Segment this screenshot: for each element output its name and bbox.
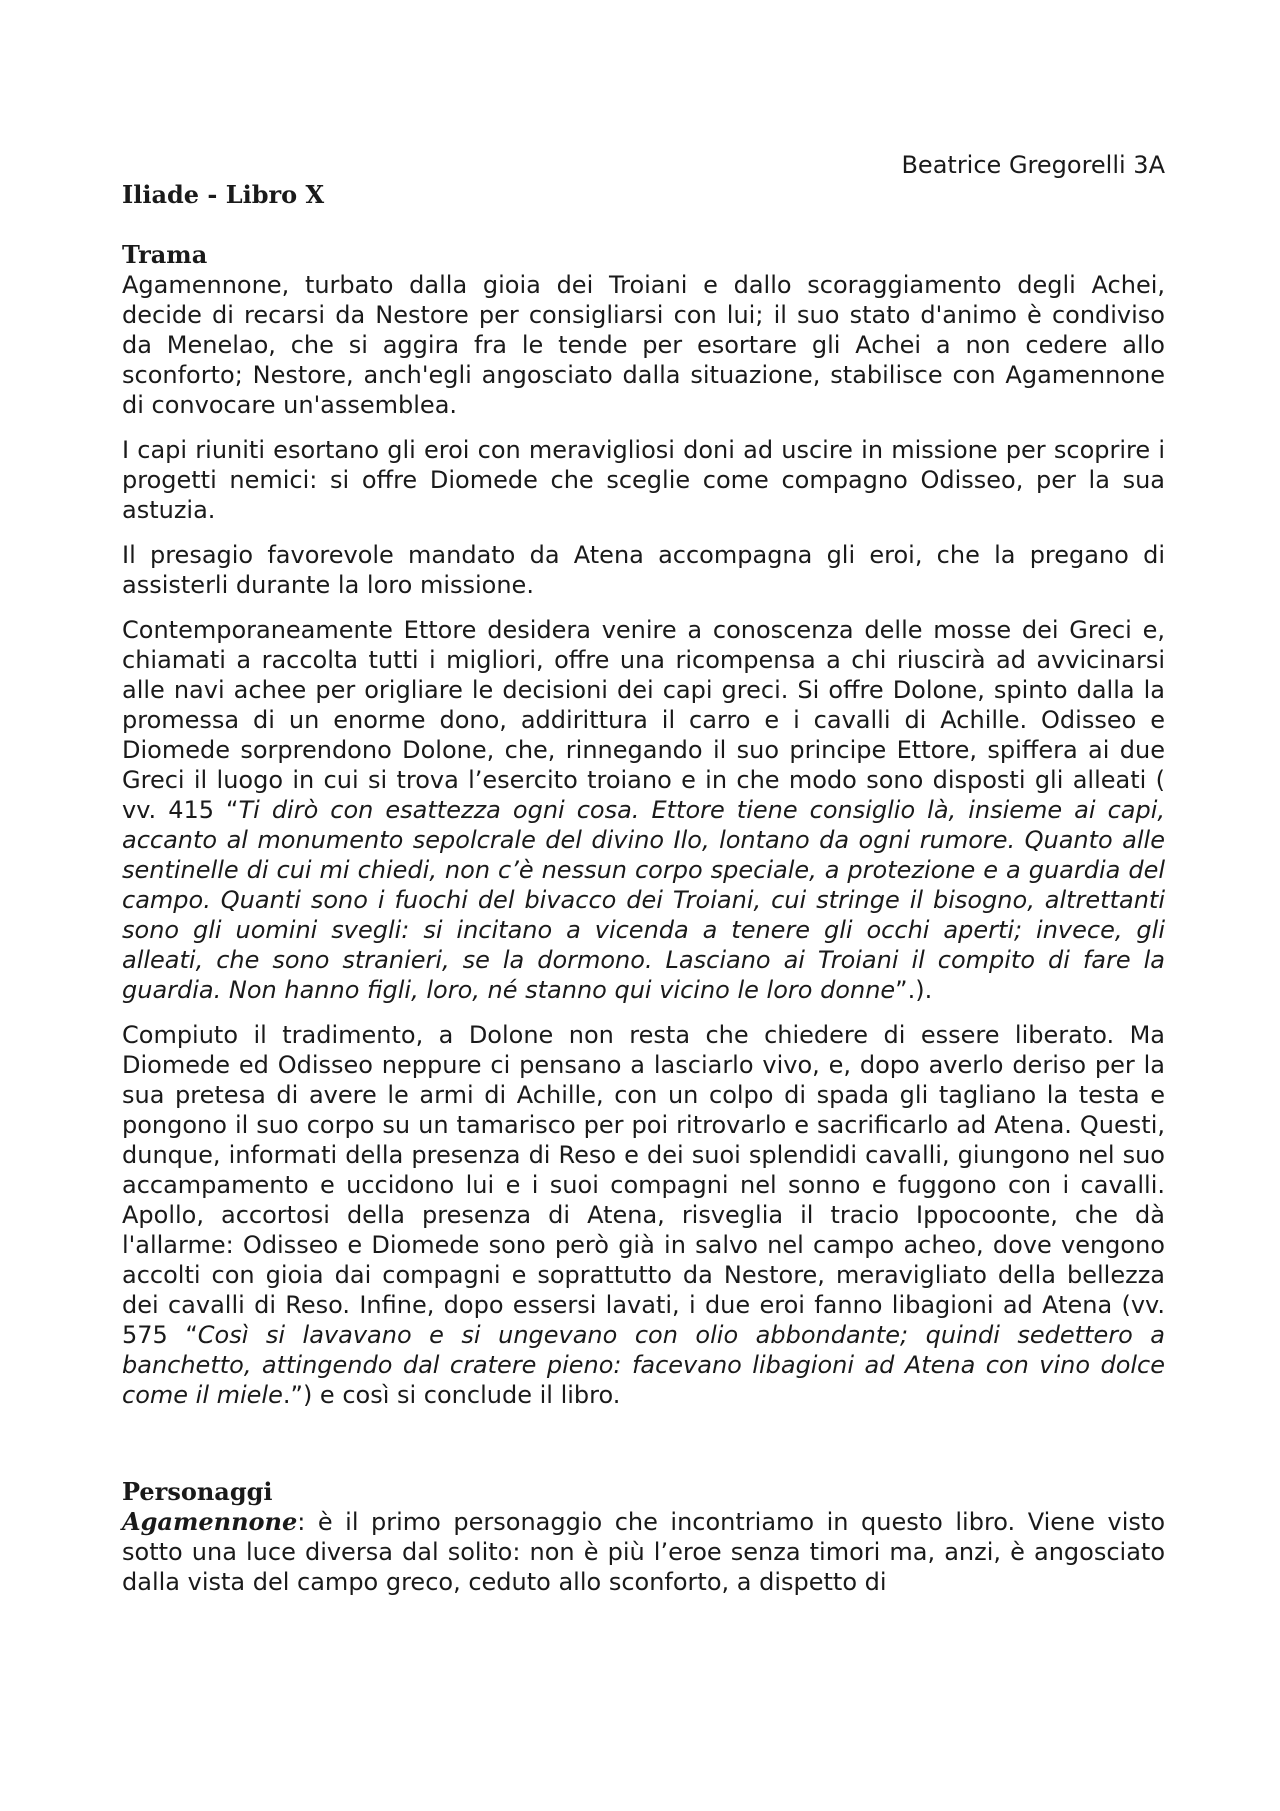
document-title: Iliade - Libro X [122,180,325,209]
trama-paragraph-1: Agamennone, turbato dalla gioia dei Troiani e dallo scoraggiamento degli Achei, decide di recarsi da Nestore per consigliarsi con lui; il suo stato d'animo è condiviso da Menelao, che si aggira fra le tende per esortare gli Achei a non cedere allo sconforto; Nestore, anch'egli angosciato dalla situazione, stabilisce con Agamennone di convocare un'assemblea. [122,271,1165,419]
trama-paragraph-2: I capi riuniti esortano gli eroi con meravigliosi doni ad uscire in missione per scoprire i progetti nemici: si offre Diomede che sceglie come compagno Odisseo, per la sua astuzia. [122,436,1165,524]
paragraph-text-end: ”.). [895,976,933,1004]
section-heading-personaggi: Personaggi [122,1477,273,1506]
section-spacer [122,1425,1165,1477]
paragraph-text: Contemporaneamente Ettore desidera venire a conoscenza delle mosse dei Greci e, chiamati a raccolta tutti i migliori, offre una ricompensa a chi riuscirà ad avvicinarsi alle navi achee per origliare le decisioni dei capi greci. Si offre Dolone, spinto dalla la promessa di un enorme dono, addirittura il carro e i cavalli di Achille. Odisseo e Diomede sorprendono Dolone, che, rinnegando il suo principe Ettore, spiffera ai due Greci il luogo in cui si trova l’esercito troiano e in che modo sono disposti gli alleati ( vv. 415 “ [122,616,1165,824]
section-heading-trama: Trama [122,240,208,269]
trama-paragraph-3: Il presagio favorevole mandato da Atena accompagna gli eroi, che la pregano di assisterli durante la loro missione. [122,541,1165,599]
author-line: Beatrice Gregorelli 3A [901,151,1165,179]
personaggi-paragraph-1 [122,1507,1165,1597]
document-page [122,150,1165,1612]
trama-paragraph-4 [122,615,1165,1005]
character-description: : è il primo personaggio che incontriamo in questo libro. Viene visto sotto una luce diversa dal solito: non è più l’eroe senza timori ma, anzi, è angosciato dalla vista del campo greco, ceduto allo sconforto, a dispetto di [122,1508,1165,1596]
trama-paragraph-5 [122,1020,1165,1410]
character-name: Agamennone [122,1507,298,1536]
paragraph-text-end: .”) e così si conclude il libro. [282,1381,621,1409]
paragraph-text: Compiuto il tradimento, a Dolone non resta che chiedere di essere liberato. Ma Diomede ed Odisseo neppure ci pensano a lasciarlo vivo, e, dopo averlo deriso per la sua pretesa di avere le armi di Achille, con un colpo di spada gli tagliano la testa e pongono il suo corpo su un tamarisco per poi ritrovarlo e sacrificarlo ad Atena. Questi, dunque, informati della presenza di Reso e dei suoi splendidi cavalli, giungono nel suo accampamento e uccidono lui e i suoi compagni nel sonno e fuggono con i cavalli. Apollo, accortosi della presenza di Atena, risveglia il tracio Ippocoonte, che dà l'allarme: Odisseo e Diomede sono però già in salvo nel campo acheo, dove vengono accolti con gioia dai compagni e soprattutto da Nestore, meravigliato della bellezza dei cavalli di Reso. Infine, dopo essersi lavati, i due eroi fanno libagioni ad Atena (vv. 575 “ [122,1021,1165,1349]
quote-verse-415: Ti dirò con esattezza ogni cosa. Ettore tiene consiglio là, insieme ai capi, accanto al monumento sepolcrale del divino Ilo, lontano da ogni rumore. Quanto alle sentinelle di cui mi chiedi, non c’è nessun corpo speciale, a protezione e a guardia del campo. Quanti sono i fuochi del bivacco dei Troiani, cui stringe il bisogno, altrettanti sono gli uomini svegli: si incitano a vicenda a tenere gli occhi aperti; invece, gli alleati, che sono stranieri, se la dormono. Lasciano ai Troiani il compito di fare la guardia. Non hanno figli, loro, né stanno qui vicino le loro donne [122,796,1166,1004]
quote-verse-575: Così si lavavano e si ungevano con olio abbondante; quindi sedettero a banchetto, attingendo dal cratere pieno: facevano libagioni ad Atena con vino dolce come il miele [122,1321,1165,1409]
